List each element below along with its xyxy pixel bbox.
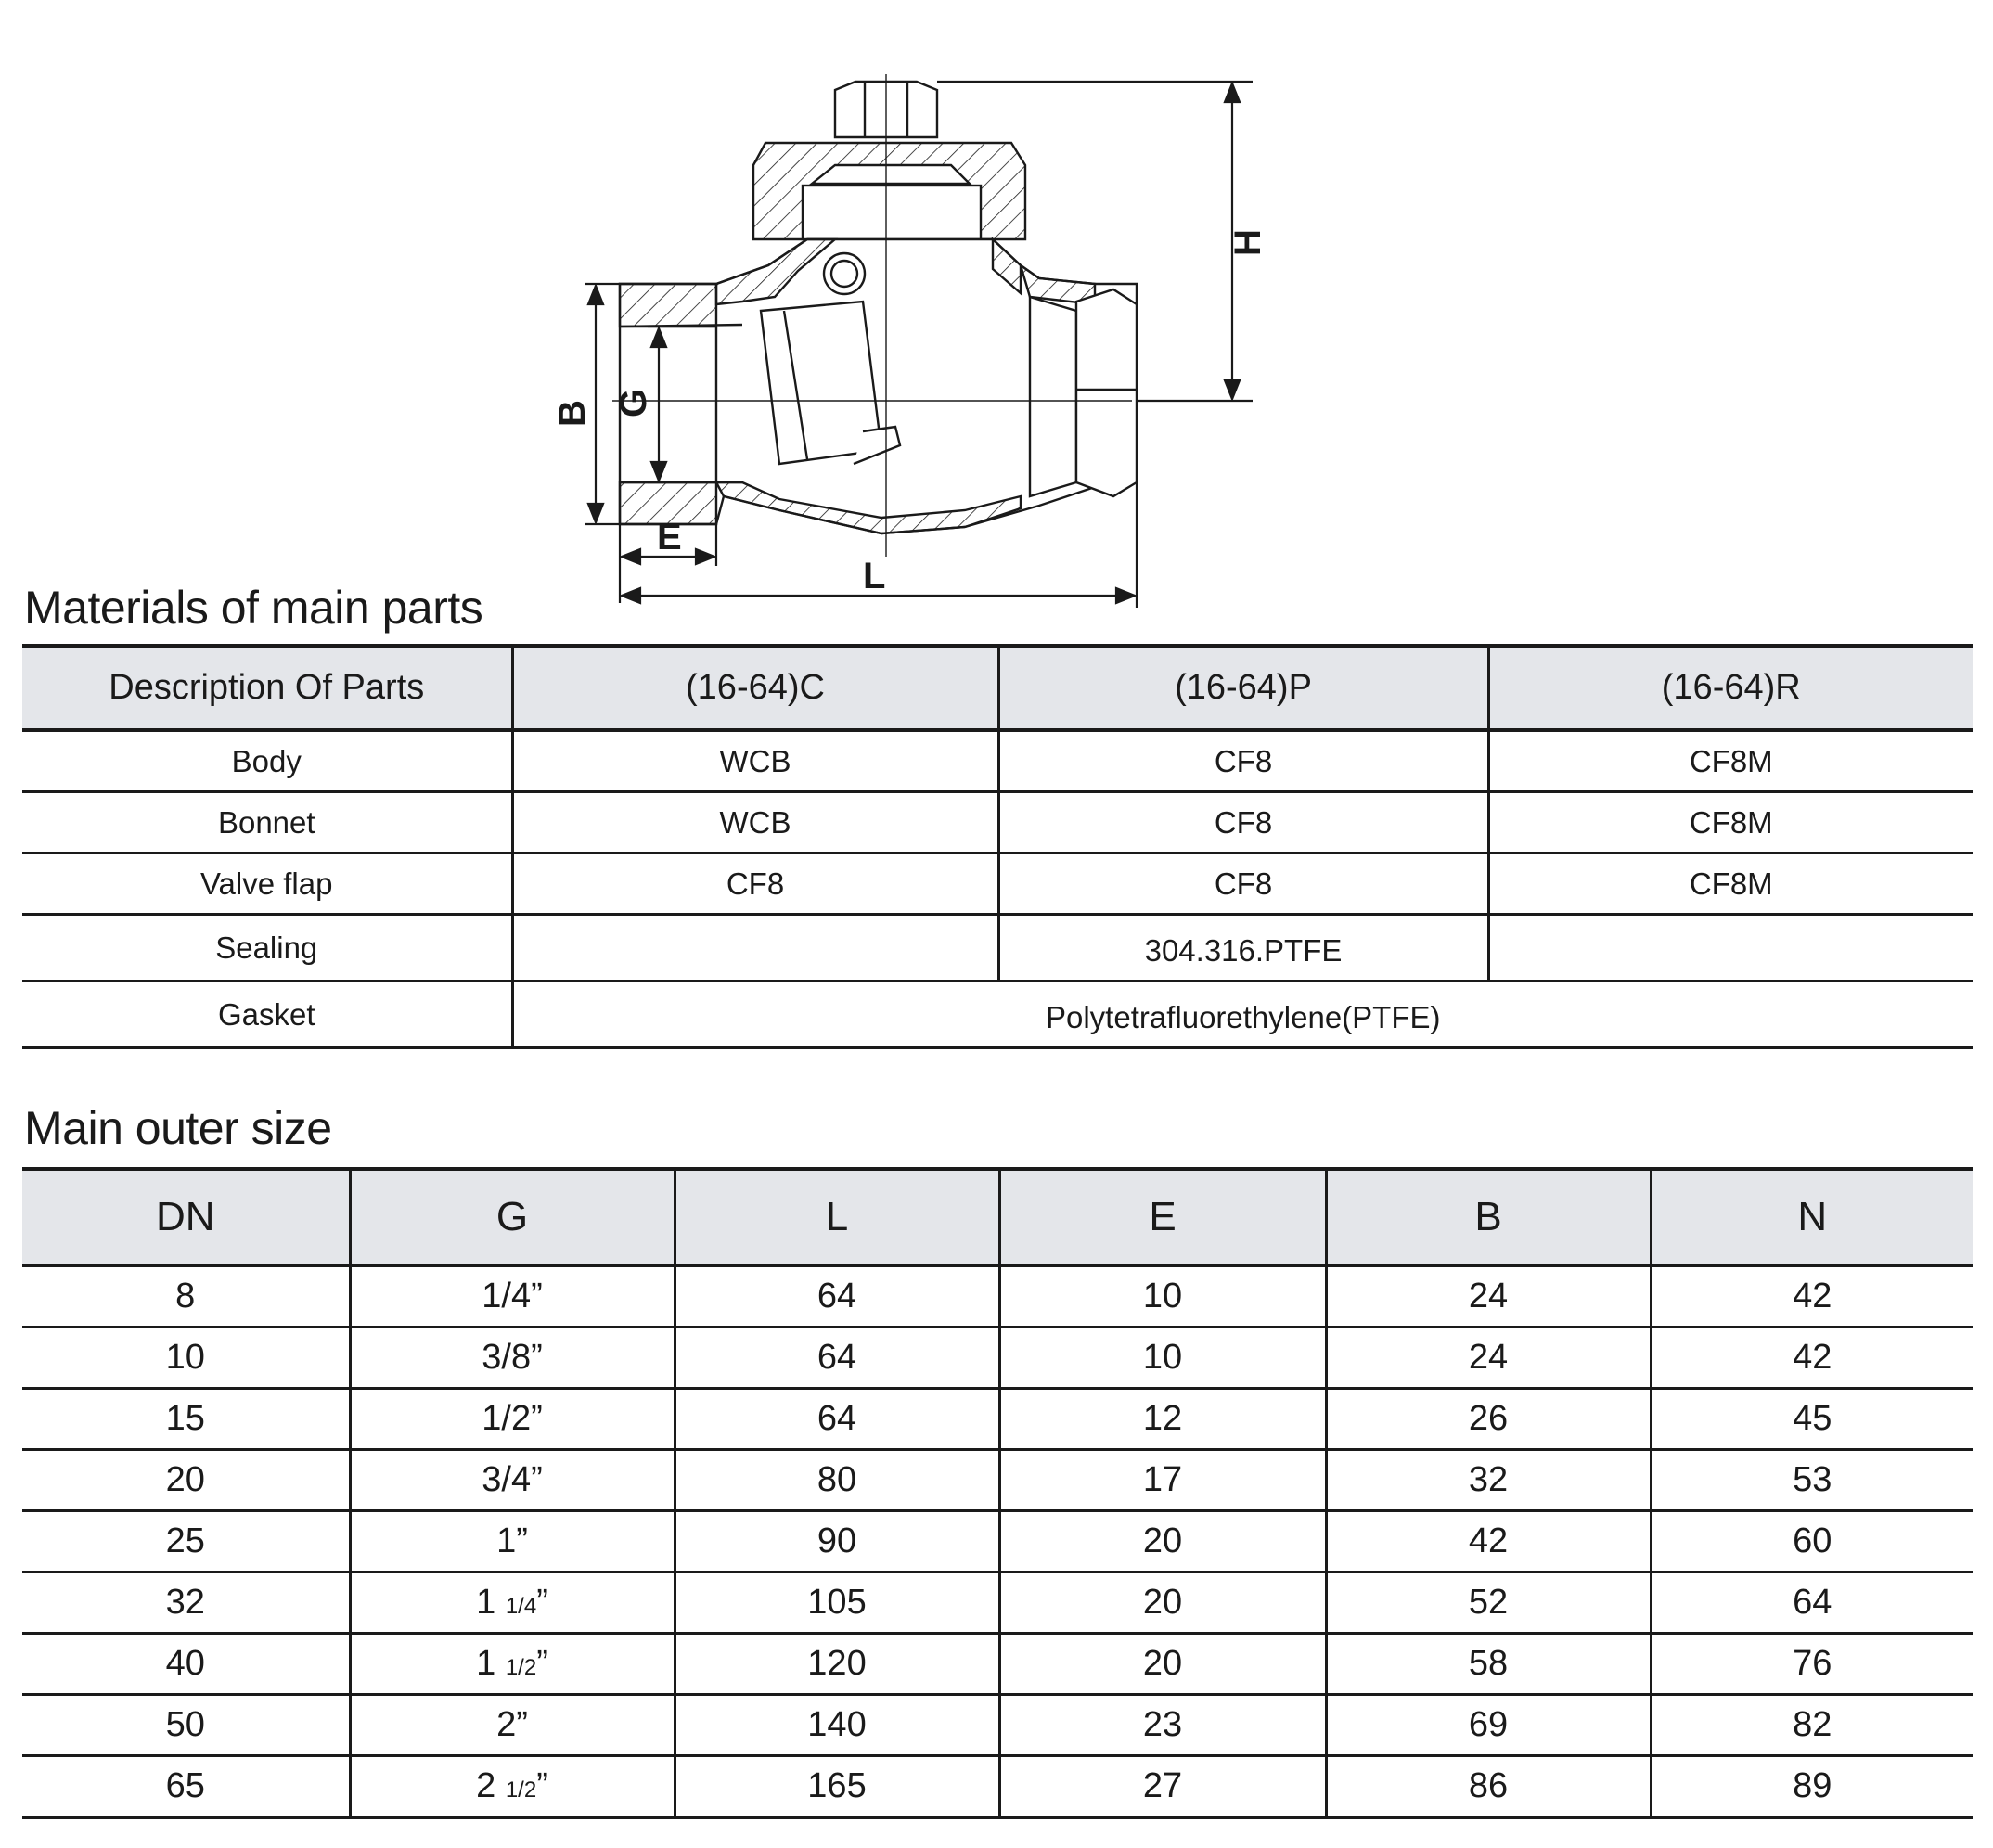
cell-g: 3/4” bbox=[350, 1450, 675, 1511]
dim-label-h: H bbox=[1228, 229, 1268, 256]
cell-g: 3/8” bbox=[350, 1328, 675, 1389]
cell-l: 140 bbox=[675, 1695, 999, 1756]
cell-dn: 10 bbox=[22, 1328, 350, 1389]
cell-n: 53 bbox=[1651, 1450, 1973, 1511]
size-section-title: Main outer size bbox=[24, 1102, 332, 1154]
table-row bbox=[22, 915, 1973, 982]
size-table bbox=[22, 1167, 1973, 1819]
cell-b: 24 bbox=[1326, 1328, 1651, 1389]
cell-e: 17 bbox=[999, 1450, 1326, 1511]
table-row bbox=[22, 1634, 1973, 1695]
cell-e: 12 bbox=[999, 1389, 1326, 1450]
header-n: N bbox=[1651, 1169, 1973, 1265]
material-p: 304.316.PTFE bbox=[998, 915, 1488, 982]
table-row bbox=[22, 1265, 1973, 1328]
header-description: Description Of Parts bbox=[22, 646, 512, 730]
cell-l: 165 bbox=[675, 1756, 999, 1818]
table-row bbox=[22, 792, 1973, 853]
header-p: (16-64)P bbox=[998, 646, 1488, 730]
cell-g: 1 1/2” bbox=[350, 1634, 675, 1695]
cell-e: 10 bbox=[999, 1328, 1326, 1389]
cell-dn: 65 bbox=[22, 1756, 350, 1818]
material-c: WCB bbox=[512, 792, 998, 853]
cell-g: 1/4” bbox=[350, 1265, 675, 1328]
header-dn: DN bbox=[22, 1169, 350, 1265]
cell-n: 76 bbox=[1651, 1634, 1973, 1695]
table-row bbox=[22, 1328, 1973, 1389]
cell-g: 1” bbox=[350, 1511, 675, 1572]
dim-label-l: L bbox=[863, 556, 886, 597]
cell-b: 24 bbox=[1326, 1265, 1651, 1328]
cell-b: 58 bbox=[1326, 1634, 1651, 1695]
valve-diagram bbox=[552, 74, 1633, 622]
cell-g: 1 1/4” bbox=[350, 1572, 675, 1634]
table-row bbox=[22, 730, 1973, 792]
table-header-row bbox=[22, 1169, 1973, 1265]
cell-l: 64 bbox=[675, 1265, 999, 1328]
material-p: CF8 bbox=[998, 853, 1488, 915]
table-row bbox=[22, 1450, 1973, 1511]
cell-g: 1/2” bbox=[350, 1389, 675, 1450]
cell-e: 20 bbox=[999, 1634, 1326, 1695]
table-header-row bbox=[22, 646, 1973, 730]
table-row bbox=[22, 853, 1973, 915]
cell-e: 20 bbox=[999, 1572, 1326, 1634]
cell-b: 42 bbox=[1326, 1511, 1651, 1572]
material-r: CF8M bbox=[1488, 730, 1973, 792]
part-name: Sealing bbox=[22, 915, 512, 982]
cell-b: 26 bbox=[1326, 1389, 1651, 1450]
dim-label-e: E bbox=[657, 517, 682, 558]
header-g: G bbox=[350, 1169, 675, 1265]
cell-n: 60 bbox=[1651, 1511, 1973, 1572]
cell-dn: 50 bbox=[22, 1695, 350, 1756]
cell-dn: 32 bbox=[22, 1572, 350, 1634]
header-r: (16-64)R bbox=[1488, 646, 1973, 730]
cell-e: 10 bbox=[999, 1265, 1326, 1328]
material-r: CF8M bbox=[1488, 792, 1973, 853]
cell-n: 42 bbox=[1651, 1265, 1973, 1328]
cell-n: 42 bbox=[1651, 1328, 1973, 1389]
part-name: Valve flap bbox=[22, 853, 512, 915]
bonnet bbox=[753, 143, 1025, 239]
cell-l: 105 bbox=[675, 1572, 999, 1634]
material-p: CF8 bbox=[998, 792, 1488, 853]
cell-e: 20 bbox=[999, 1511, 1326, 1572]
cell-n: 82 bbox=[1651, 1695, 1973, 1756]
cell-l: 90 bbox=[675, 1511, 999, 1572]
cell-l: 120 bbox=[675, 1634, 999, 1695]
cell-e: 23 bbox=[999, 1695, 1326, 1756]
cell-dn: 15 bbox=[22, 1389, 350, 1450]
header-l: L bbox=[675, 1169, 999, 1265]
material-c: CF8 bbox=[512, 853, 998, 915]
material-c: WCB bbox=[512, 730, 998, 792]
header-c: (16-64)C bbox=[512, 646, 998, 730]
cell-dn: 40 bbox=[22, 1634, 350, 1695]
materials-section-title: Materials of main parts bbox=[24, 582, 483, 634]
cell-n: 64 bbox=[1651, 1572, 1973, 1634]
cell-l: 64 bbox=[675, 1328, 999, 1389]
table-row bbox=[22, 982, 1973, 1048]
header-e: E bbox=[999, 1169, 1326, 1265]
hex-end-right bbox=[1030, 289, 1137, 496]
table-row bbox=[22, 1695, 1973, 1756]
cell-b: 69 bbox=[1326, 1695, 1651, 1756]
header-b: B bbox=[1326, 1169, 1651, 1265]
part-name: Bonnet bbox=[22, 792, 512, 853]
material-r: CF8M bbox=[1488, 853, 1973, 915]
table-row bbox=[22, 1389, 1973, 1450]
table-row bbox=[22, 1756, 1973, 1818]
cell-l: 64 bbox=[675, 1389, 999, 1450]
cell-n: 89 bbox=[1651, 1756, 1973, 1818]
cell-e: 27 bbox=[999, 1756, 1326, 1818]
part-name: Body bbox=[22, 730, 512, 792]
cell-b: 86 bbox=[1326, 1756, 1651, 1818]
cell-g: 2 1/2” bbox=[350, 1756, 675, 1818]
cell-dn: 8 bbox=[22, 1265, 350, 1328]
cell-n: 45 bbox=[1651, 1389, 1973, 1450]
cell-b: 52 bbox=[1326, 1572, 1651, 1634]
part-name: Gasket bbox=[22, 982, 512, 1048]
material-r bbox=[1488, 915, 1973, 982]
cell-l: 80 bbox=[675, 1450, 999, 1511]
material-all: Polytetrafluorethylene(PTFE) bbox=[512, 982, 1973, 1048]
material-c bbox=[512, 915, 998, 982]
cell-g: 2” bbox=[350, 1695, 675, 1756]
materials-table bbox=[22, 644, 1973, 1049]
dim-label-b: B bbox=[552, 400, 593, 427]
material-p: CF8 bbox=[998, 730, 1488, 792]
cell-b: 32 bbox=[1326, 1450, 1651, 1511]
table-row bbox=[22, 1572, 1973, 1634]
cell-dn: 25 bbox=[22, 1511, 350, 1572]
dim-label-g: G bbox=[613, 388, 654, 417]
cell-dn: 20 bbox=[22, 1450, 350, 1511]
table-row bbox=[22, 1511, 1973, 1572]
